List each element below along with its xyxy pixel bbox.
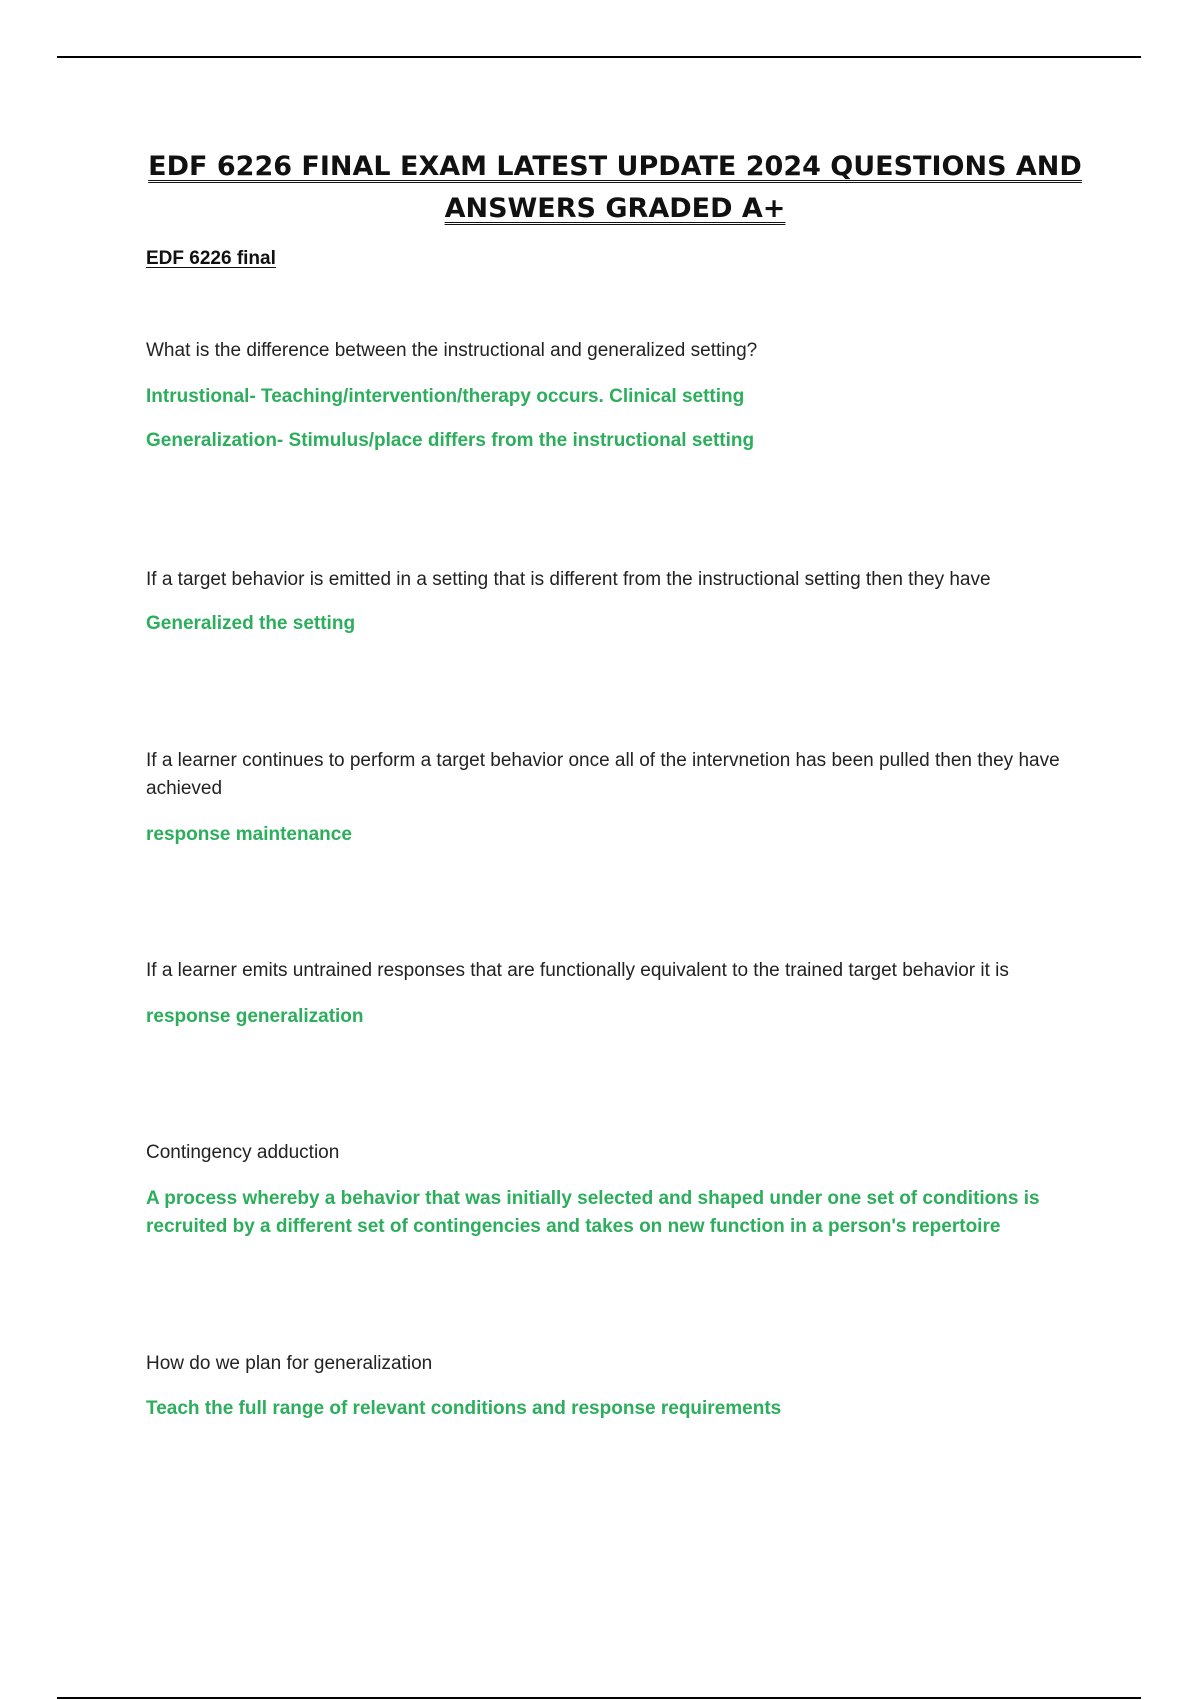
question-text: If a target behavior is emitted in a setting that is different from the instructional setting then they have xyxy=(146,569,991,590)
answer-text: response generalization xyxy=(146,1006,364,1027)
qa-item xyxy=(146,566,1096,638)
answer-text: Intrustional- Teaching/intervention/therapy occurs. Clinical setting xyxy=(146,386,745,407)
qa-item xyxy=(146,747,1096,849)
answer-text: response maintenance xyxy=(146,824,352,845)
question-text: If a learner continues to perform a target behavior once all of the intervnetion has been pulled then they have achieved xyxy=(146,750,1060,799)
answer-text: Generalized the setting xyxy=(146,613,356,634)
qa-item xyxy=(146,1139,1096,1241)
bottom-rule xyxy=(57,1697,1141,1699)
answer-text: Generalization- Stimulus/place differs from the instructional setting xyxy=(146,430,755,451)
document-subtitle: EDF 6226 final xyxy=(146,248,276,269)
answer-text: A process whereby a behavior that was initially selected and shaped under one set of conditions is recruited by a different set of contingencies and takes on new function in a person's repertoire xyxy=(146,1188,1040,1237)
answer-text: Teach the full range of relevant conditions and response requirements xyxy=(146,1398,782,1419)
qa-item xyxy=(146,1350,1096,1423)
question-text: How do we plan for generalization xyxy=(146,1353,433,1374)
question-text: If a learner emits untrained responses that are functionally equivalent to the trained target behavior it is xyxy=(146,960,1009,981)
page-title: EDF 6226 FINAL EXAM LATEST UPDATE 2024 QUESTIONS AND ANSWERS GRADED A+ xyxy=(148,151,1082,224)
qa-item xyxy=(146,957,1096,1031)
qa-item xyxy=(146,337,1096,455)
question-text: Contingency adduction xyxy=(146,1142,340,1163)
top-rule xyxy=(57,56,1141,58)
question-text: What is the difference between the instructional and generalized setting? xyxy=(146,340,758,361)
